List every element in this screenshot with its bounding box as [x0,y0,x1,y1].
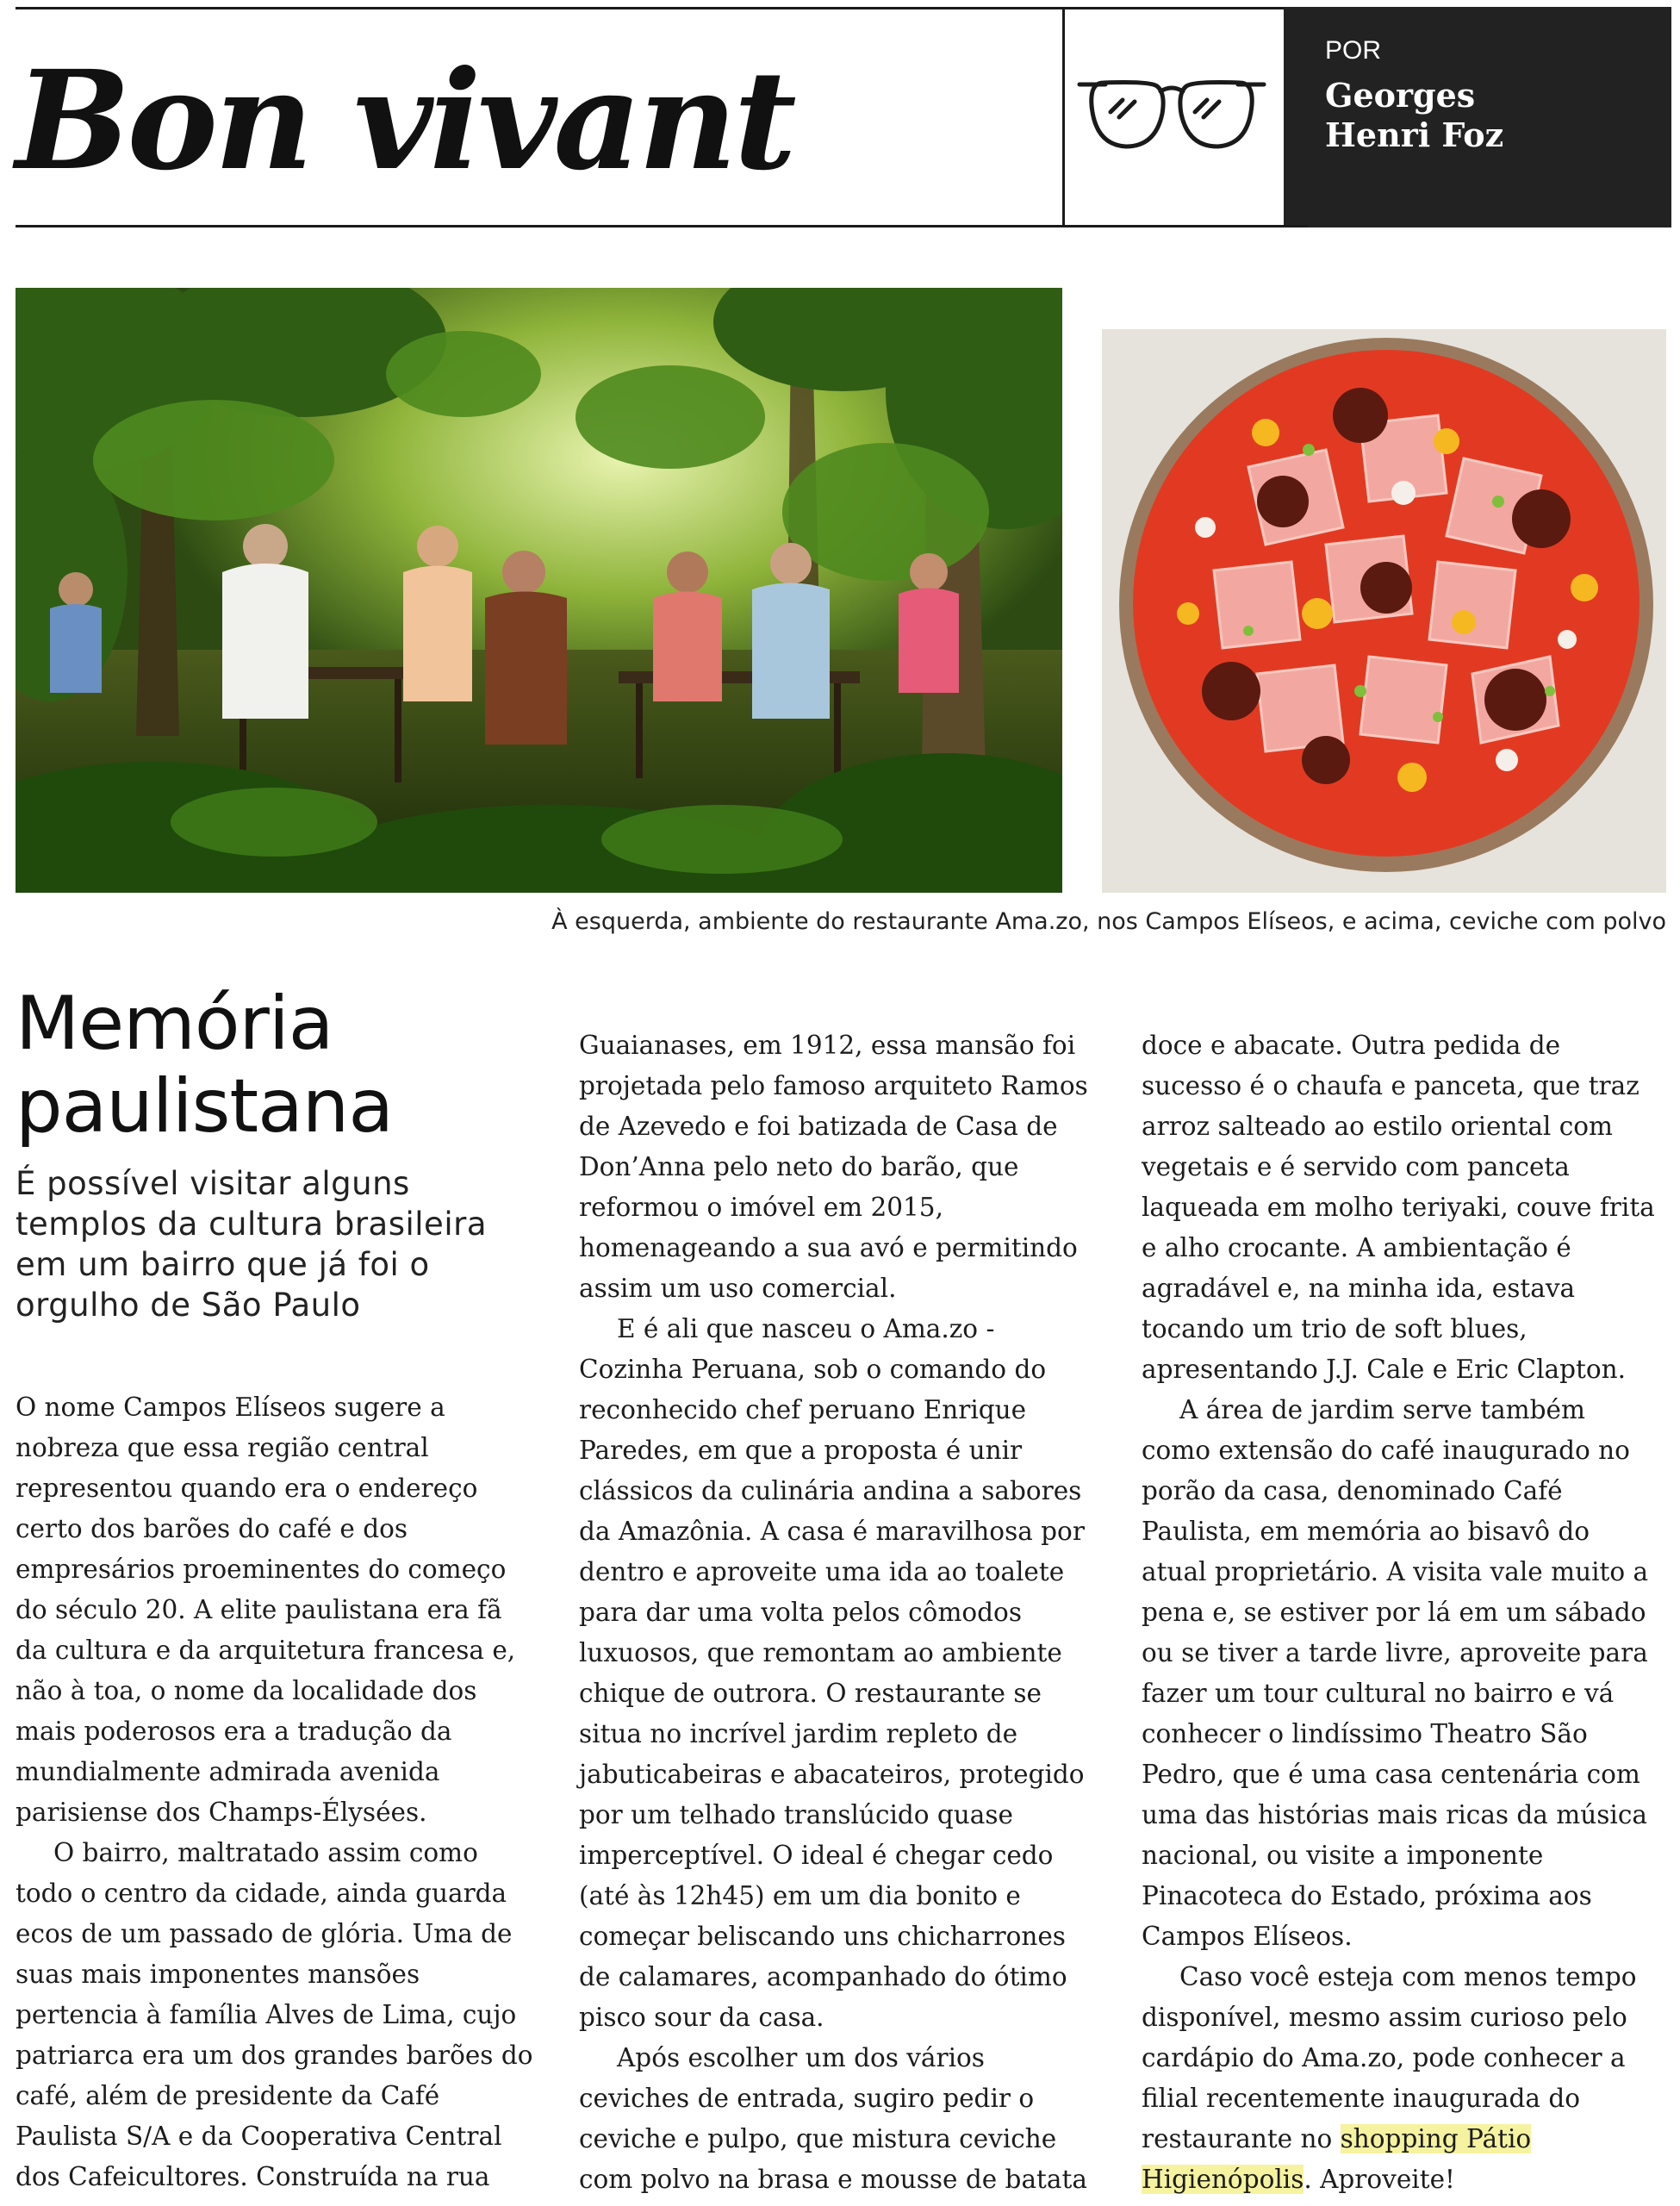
standfirst-line: orgulho de São Paulo [16,1287,361,1324]
body-line: começar beliscando uns chicharrones [579,1922,1066,1951]
body-line: certo dos barões do café e dos [16,1514,408,1543]
body-line: ceviche e pulpo, que mistura ceviche [579,2124,1057,2153]
body-line: ecos de um passado de glória. Uma de [16,1919,513,1948]
body-line: parisiense dos Champs-Élysées. [16,1798,427,1827]
author-name-line2: Henri Foz [1325,115,1504,154]
body-line: jabuticabeiras e abacateiros, protegido [579,1760,1085,1789]
body-line: reformou o imóvel em 2015, [579,1193,943,1222]
body-text: . Aproveite! [1304,2165,1455,2194]
body-line [1142,2119,1676,2159]
body-text: restaurante no [1142,2124,1341,2153]
standfirst-line: em um bairro que já foi o [16,1246,430,1283]
body-line: reconhecido chef peruano Enrique [579,1395,1027,1424]
highlighted-text: Higienópolis [1142,2165,1304,2194]
headline-line2: paulistana [16,1063,394,1150]
body-line: pertencia à família Alves de Lima, cujo [16,2000,517,2029]
body-line: patriarca era um dos grandes barões do [16,2041,533,2070]
body-line: pisco sour da casa. [579,2003,824,2032]
body-line: dentro e aproveite uma ida ao toalete [579,1557,1065,1586]
body-line: Pinacoteca do Estado, próxima aos [1142,1881,1592,1910]
body-line: filial recentemente inaugurada do [1142,2084,1581,2113]
body-line: uma das histórias mais ricas da música [1142,1800,1647,1829]
article-headline [16,982,550,1148]
highlighted-text: shopping Pátio [1340,2124,1532,2153]
body-line: empresários proeminentes do começo [16,1555,507,1584]
body-line: pena e, se estiver por lá em um sábado [1142,1598,1646,1627]
body-line: chique de outrora. O restaurante se [579,1679,1042,1708]
standfirst-line: templos da cultura brasileira [16,1206,487,1243]
body-line: não à toa, o nome da localidade dos [16,1676,477,1705]
body-line: vegetais e é servido com panceta [1142,1152,1570,1181]
author-box [1284,7,1671,227]
body-line: Caso você esteja com menos tempo [1179,1962,1637,1991]
ceviche-photo [1102,329,1666,893]
body-line: todo o centro da cidade, ainda guarda [16,1879,507,1908]
restaurant-garden-photo [16,288,1062,893]
body-line: Cozinha Peruana, sob o comando do [579,1355,1047,1384]
body-line: tocando um trio de soft blues, [1142,1314,1528,1343]
body-line: para dar uma volta pelos cômodos [579,1598,1022,1627]
body-line: ou se tiver a tarde livre, aproveite para [1142,1638,1648,1667]
body-line: do século 20. A elite paulistana era fã [16,1595,502,1624]
body-line: dos Cafeicultores. Construída na rua [16,2162,490,2191]
body-line: Após escolher um dos vários [617,2043,985,2072]
body-line: projetada pelo famoso arquiteto Ramos [579,1071,1088,1100]
body-line: O bairro, maltratado assim como [53,1838,478,1867]
body-line: fazer um tour cultural no bairro e vá [1142,1679,1615,1708]
article-column-1 [16,1387,558,2197]
body-line: porão da casa, denominado Café [1142,1476,1563,1505]
article-column-3 [1142,1025,1676,2200]
body-line: Paulista S/A e da Cooperativa Central [16,2122,502,2151]
body-line: imperceptível. O ideal é chegar cedo [579,1841,1054,1870]
body-line: Guaianases, em 1912, essa mansão foi [579,1031,1076,1060]
standfirst-line: É possível visitar alguns [16,1165,410,1202]
body-line: assim um uso comercial. [579,1274,897,1303]
body-line: agradável e, na minha ida, estava [1142,1274,1576,1303]
body-line [1142,2159,1676,2200]
body-line: O nome Campos Elíseos sugere a [16,1393,445,1422]
article-column-2 [579,1025,1122,2200]
body-line: nobreza que essa região central [16,1433,429,1462]
body-line: doce e abacate. Outra pedida de [1142,1031,1561,1060]
body-line: com polvo na brasa e mousse de batata [579,2165,1087,2194]
article-standfirst [16,1163,550,1325]
author-name [1325,76,1652,155]
body-line: E é ali que nasceu o Ama.zo - [617,1314,995,1343]
body-line: e alho crocante. A ambientação é [1142,1233,1571,1262]
body-line: mundialmente admirada avenida [16,1757,440,1786]
body-line: (até às 12h45) em um dia bonito e [579,1881,1021,1910]
body-line: conhecer o lindíssimo Theatro São [1142,1719,1588,1748]
body-line: nacional, ou visite a imponente [1142,1841,1544,1870]
header-divider [1062,7,1065,227]
header-bottom-rule [16,225,1308,227]
body-line: clássicos da culinária andina a sabores [579,1476,1082,1505]
body-line: Don’Anna pelo neto do barão, que [579,1152,1019,1181]
body-line: cardápio do Ama.zo, pode conhecer a [1142,2043,1626,2072]
body-line: situa no incrível jardim repleto de [579,1719,1018,1748]
restaurant-garden-illustration [16,288,1062,893]
body-line: de Azevedo e foi batizada de Casa de [579,1112,1058,1141]
body-line: Paredes, em que a proposta é unir [579,1436,1023,1465]
body-line: mais poderosos era a tradução da [16,1717,452,1746]
column-title: Bon vivant [16,41,793,201]
body-line: ceviches de entrada, sugiro pedir o [579,2084,1035,2113]
body-line: laqueada em molho teriyaki, couve frita [1142,1193,1655,1222]
headline-line1: Memória [16,981,333,1067]
glasses-icon [1073,69,1271,164]
body-line: apresentando J.J. Cale e Eric Clapton. [1142,1355,1626,1384]
body-line: homenageando a sua avó e permitindo [579,1233,1078,1262]
body-line: atual proprietário. A visita vale muito a [1142,1557,1649,1586]
body-line: como extensão do café inaugurado no [1142,1436,1630,1465]
body-line: de calamares, acompanhado do ótimo [579,1962,1067,1991]
body-line: luxuosos, que remontam ao ambiente [579,1638,1062,1667]
body-line: A área de jardim serve também [1179,1395,1585,1424]
body-line: Campos Elíseos. [1142,1922,1353,1951]
body-line: café, além de presidente da Café [16,2081,440,2110]
body-line: sucesso é o chaufa e panceta, que traz [1142,1071,1640,1100]
body-line: arroz salteado ao estilo oriental com [1142,1112,1614,1141]
body-line: suas mais imponentes mansões [16,1960,420,1989]
author-by-label: POR [1325,36,1382,65]
photo-caption: À esquerda, ambiente do restaurante Ama.zo, nos Campos Elíseos, e acima, ceviche com polvo [551,908,1666,935]
body-line: disponível, mesmo assim curioso pelo [1142,2003,1627,2032]
body-line: Paulista, em memória ao bisavô do [1142,1517,1590,1546]
body-line: representou quando era o endereço [16,1474,478,1503]
ceviche-illustration [1102,329,1666,893]
body-line: por um telhado translúcido quase [579,1800,1013,1829]
author-name-line1: Georges [1325,76,1476,115]
body-line: Pedro, que é uma casa centenária com [1142,1760,1640,1789]
body-line: da Amazônia. A casa é maravilhosa por [579,1517,1085,1546]
body-line: da cultura e da arquitetura francesa e, [16,1636,516,1665]
